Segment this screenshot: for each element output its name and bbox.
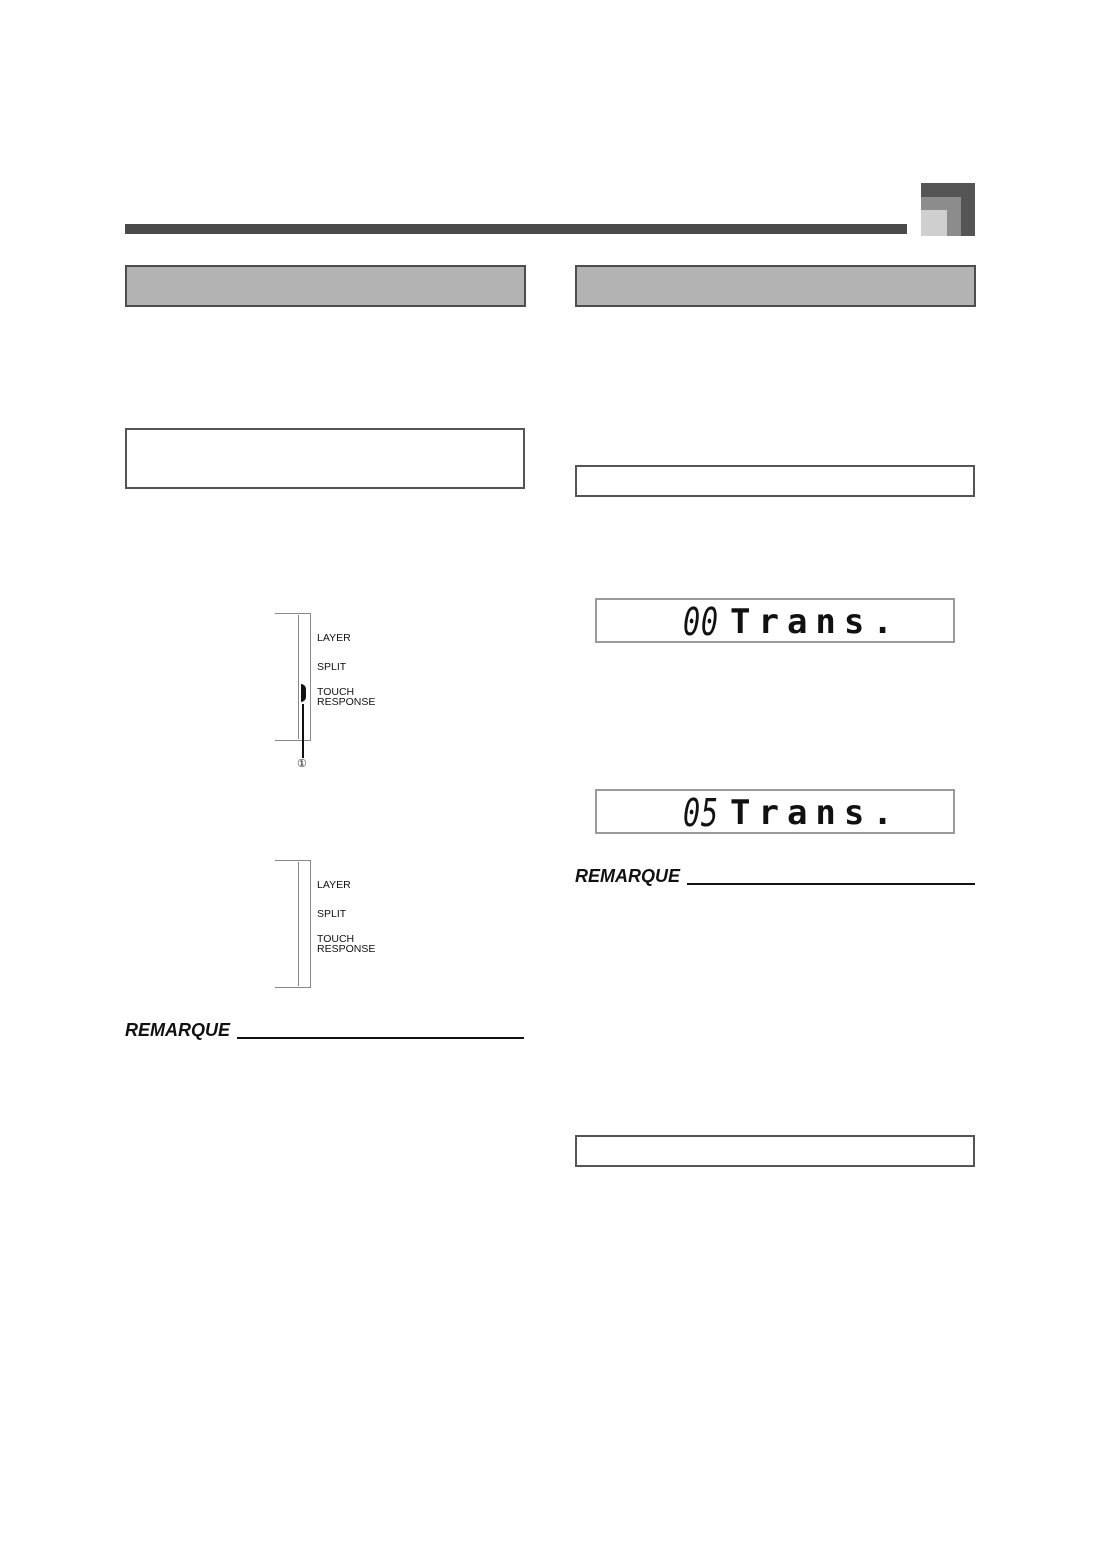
- remarque-heading-left: REMARQUE: [125, 1020, 231, 1040]
- panel-2-label-touch: TOUCH: [317, 933, 355, 945]
- stacked-squares-icon: [921, 183, 975, 236]
- callout-pointer-line: [302, 704, 304, 758]
- panel-1-label-response: RESPONSE: [317, 696, 376, 708]
- panel-2-label-split: SPLIT: [317, 908, 347, 920]
- section-header-right: [575, 265, 976, 307]
- header-rule-bar: [125, 224, 907, 234]
- remarque-rule-left: [237, 1037, 524, 1039]
- section-header-left: [125, 265, 526, 307]
- button-panel-2: [275, 860, 311, 988]
- step-box-right-2: [575, 1135, 975, 1167]
- panel-2-label-layer: LAYER: [317, 879, 351, 891]
- button-panel-2-divider: [298, 862, 300, 986]
- lcd-2-text: Trans.: [730, 793, 901, 833]
- button-panel-1-divider: [298, 615, 300, 739]
- button-panel-1: [275, 613, 311, 741]
- touch-response-indicator: [301, 684, 306, 702]
- panel-1-label-touch: TOUCH: [317, 686, 355, 698]
- lcd-1-text: Trans.: [730, 602, 901, 642]
- remarque-heading-right: REMARQUE: [575, 866, 681, 886]
- lcd-display-2: [595, 789, 955, 834]
- callout-number: ①: [297, 758, 307, 770]
- panel-2-label-response: RESPONSE: [317, 943, 376, 955]
- lcd-1-digits: 00: [683, 600, 719, 644]
- panel-1-label-layer: LAYER: [317, 632, 351, 644]
- lcd-2-digits: 05: [683, 791, 719, 835]
- step-box-left: [125, 428, 525, 489]
- remarque-rule-right: [687, 883, 975, 885]
- panel-1-label-split: SPLIT: [317, 661, 347, 673]
- lcd-display-1: [595, 598, 955, 643]
- step-box-right-1: [575, 465, 975, 497]
